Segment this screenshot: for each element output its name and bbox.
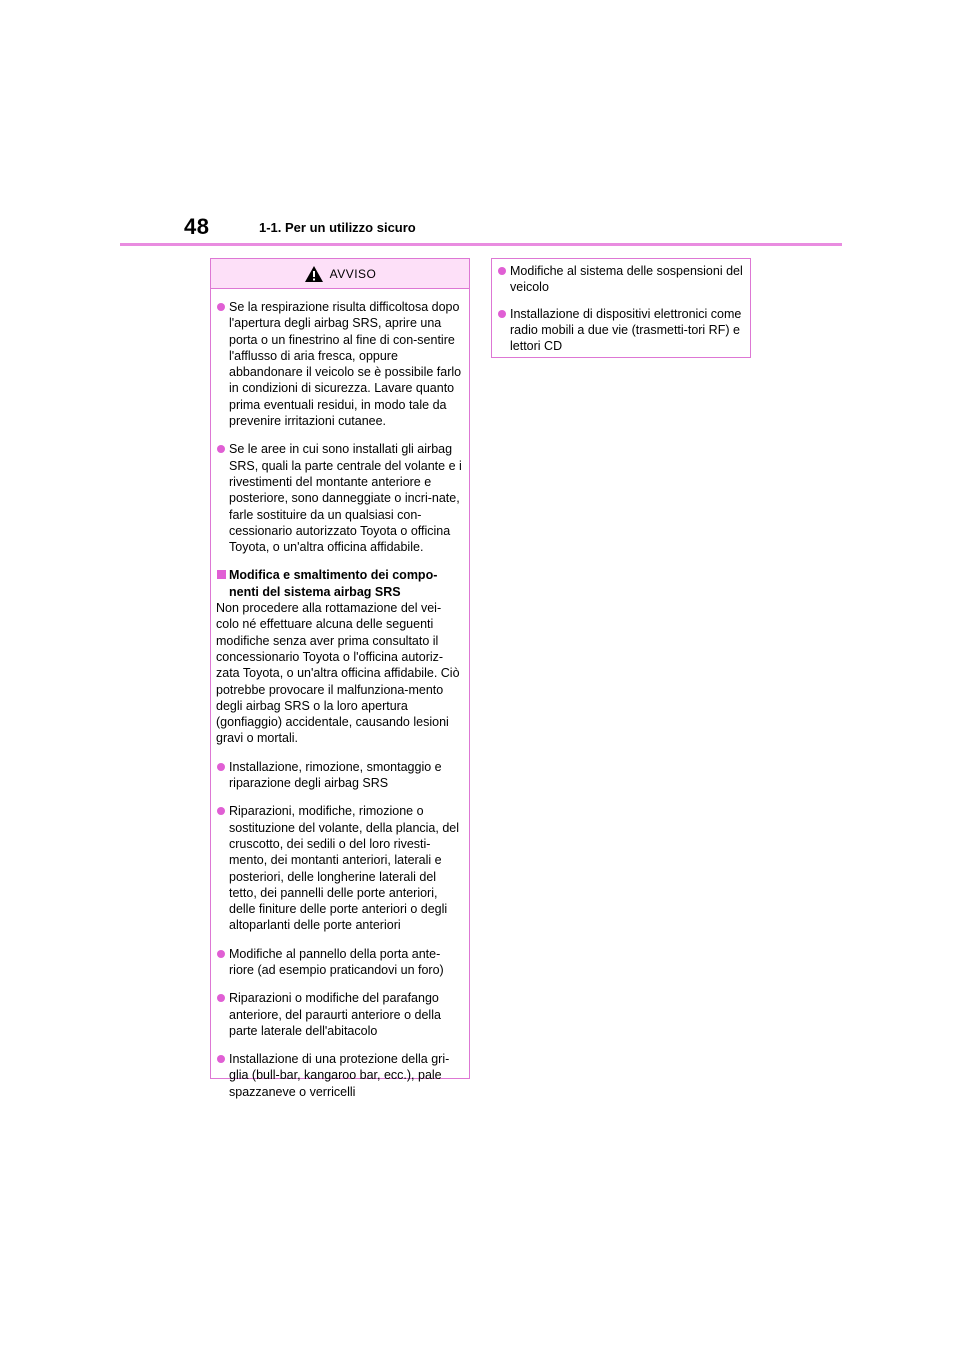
warning-title: AVVISO bbox=[329, 266, 377, 281]
warning-bullet: Se le aree in cui sono installati gli airbag SRS, quali la parte centrale del volante e i rivestimenti del montante anteriore e posteriore, sono danneggiate o incri-nate, farle sostituire da un qualsiasi con-cessionario autorizzato Toyota o officina Toyota, o un'altra officina affidabile. bbox=[216, 441, 463, 555]
page-number: 48 bbox=[184, 214, 210, 239]
header-rule bbox=[120, 243, 842, 246]
modification-bullet: Installazione di una protezione della gri-glia (bull-bar, kangaroo bar, ecc.), pale spazzaneve o verricelli bbox=[216, 1051, 463, 1100]
warning-content bbox=[211, 289, 469, 1100]
warning-bullet: Se la respirazione risulta difficoltosa dopo l'apertura degli airbag SRS, aprire una porta o un finestrino al fine di con-sentire l'afflusso di aria fresca, oppure abbandonare il veicolo se è possibile farlo in condizioni di sicurezza. Lavare quanto prima eventuali residui, in modo tale da prevenire irritazioni cutanee. bbox=[216, 299, 463, 429]
section-title: 1-1. Per un utilizzo sicuro bbox=[259, 220, 416, 235]
warning-paragraph: Non procedere alla rottamazione del vei-colo né effettuare alcuna delle seguenti modifiche senza aver prima consultato il concessionario Toyota o l'officina autoriz-zata Toyota, o un'altra officina affidabile. Ciò potrebbe provocare il malfunziona-mento degli airbag SRS o la loro apertura (gonfiaggio) accidentale, causando lesioni gravi o mortali. bbox=[216, 601, 460, 746]
modification-bullet: Modifiche al sistema delle sospensioni del veicolo bbox=[497, 263, 744, 296]
warning-box bbox=[210, 258, 470, 1099]
continuation-content bbox=[492, 259, 750, 354]
modification-bullet: Riparazioni o modifiche del parafango anteriore, del paraurti anteriore o della parte laterale dell'abitacolo bbox=[216, 990, 463, 1039]
modification-bullet: Modifiche al pannello della porta ante-riore (ad esempio praticandovi un foro) bbox=[216, 946, 463, 979]
continuation-box bbox=[491, 258, 751, 358]
modification-bullet: Riparazioni, modifiche, rimozione o sostituzione del volante, della plancia, del cruscotto, dei sedili o del loro rivesti-mento, dei montanti anteriori, laterali e posteriori, delle longherine laterali del tetto, dei pannelli delle porte anteriori, delle finiture delle porte anteriori o degli altoparlanti delle porte anteriori bbox=[216, 803, 463, 933]
warning-header bbox=[211, 259, 469, 289]
modification-bullet: Installazione, rimozione, smontaggio e riparazione degli airbag SRS bbox=[216, 759, 463, 792]
subheading: Modifica e smaltimento dei compo-nenti del sistema airbag SRS bbox=[216, 567, 463, 600]
modification-bullet: Installazione di dispositivi elettronici come radio mobili a due vie (trasmetti-tori RF) e lettori CD bbox=[497, 306, 744, 355]
warning-triangle-icon bbox=[304, 265, 324, 283]
